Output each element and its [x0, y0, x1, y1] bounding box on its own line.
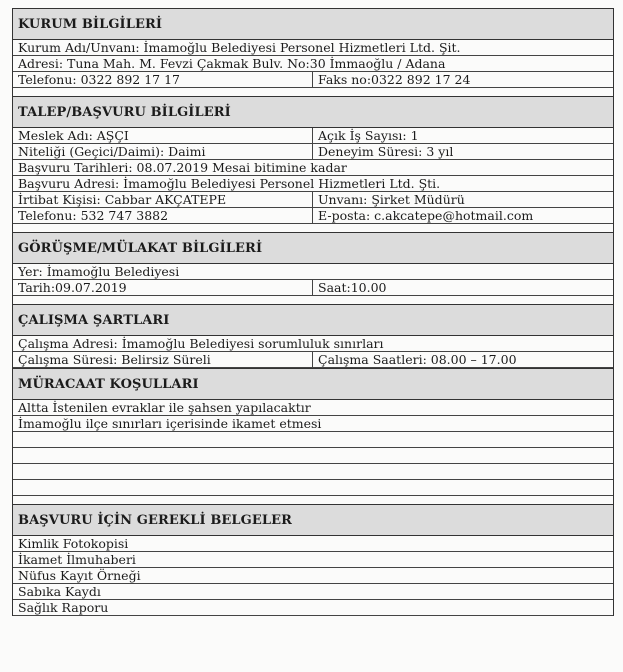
blank-row	[13, 464, 613, 480]
section-header-kurum: KURUM BİLGİLERİ	[13, 8, 613, 40]
belge-item: Sabıka Kaydı	[18, 584, 101, 599]
meslek-adi: Meslek Adı: AŞÇI	[13, 128, 313, 143]
application-form	[12, 8, 614, 616]
basvuru-adresi: Başvuru Adresi: İmamoğlu Belediyesi Personel Hizmetleri Ltd. Şti.	[18, 176, 441, 191]
muracaat-kosulu: İmamoğlu ilçe sınırları içerisinde ikamet etmesi	[18, 416, 322, 431]
irtibat-kisisi: İrtibat Kişisi: Cabbar AKÇATEPE	[13, 192, 313, 207]
eposta: E-posta: c.akcatepe@hotmail.com	[318, 208, 534, 223]
section-header-calisma: ÇALIŞMA ŞARTLARI	[13, 304, 613, 336]
belge-item: Nüfus Kayıt Örneği	[18, 568, 141, 583]
calisma-saatleri: Çalışma Saatleri: 08.00 – 17.00	[318, 352, 517, 367]
blank-row	[13, 480, 613, 496]
kurum-telefon: Telefonu: 0322 892 17 17	[13, 72, 313, 87]
acik-is-sayisi: Açık İş Sayısı: 1	[318, 128, 419, 143]
kurum-adi: Kurum Adı/Unvanı: İmamoğlu Belediyesi Personel Hizmetleri Ltd. Şit.	[18, 40, 461, 55]
kurum-faks: Faks no:0322 892 17 24	[318, 72, 471, 87]
nitelik: Niteliği (Geçici/Daimi): Daimi	[13, 144, 313, 159]
kurum-adres: Adresi: Tuna Mah. M. Fevzi Çakmak Bulv. No:30 İmmaoğlu / Adana	[18, 56, 446, 71]
section-header-muracaat: MÜRACAAT KOŞULLARI	[13, 368, 613, 400]
gorusme-yer: Yer: İmamoğlu Belediyesi	[18, 264, 180, 279]
calisma-adresi: Çalışma Adresi: İmamoğlu Belediyesi sorumluluk sınırları	[18, 336, 384, 351]
basvuru-tarihleri: Başvuru Tarihleri: 08.07.2019 Mesai bitimine kadar	[18, 160, 347, 175]
unvan: Unvanı: Şirket Müdürü	[318, 192, 465, 207]
muracaat-kosulu: Altta İstenilen evraklar ile şahsen yapılacaktır	[18, 400, 311, 415]
talep-telefon: Telefonu: 532 747 3882	[13, 208, 313, 223]
section-header-gorusme: GÖRÜŞME/MÜLAKAT BİLGİLERİ	[13, 232, 613, 264]
section-header-talep: TALEP/BAŞVURU BİLGİLERİ	[13, 96, 613, 128]
belge-item: İkamet İlmuhaberi	[18, 552, 136, 567]
blank-row	[13, 432, 613, 448]
belge-item: Sağlık Raporu	[18, 600, 109, 615]
gorusme-saat: Saat:10.00	[318, 280, 387, 295]
deneyim-suresi: Deneyim Süresi: 3 yıl	[318, 144, 454, 159]
calisma-suresi: Çalışma Süresi: Belirsiz Süreli	[13, 352, 313, 367]
blank-row	[13, 448, 613, 464]
gorusme-tarih: Tarih:09.07.2019	[13, 280, 313, 295]
belge-item: Kimlik Fotokopisi	[18, 536, 129, 551]
section-header-belgeler: BAŞVURU İÇİN GEREKLİ BELGELER	[13, 504, 613, 536]
